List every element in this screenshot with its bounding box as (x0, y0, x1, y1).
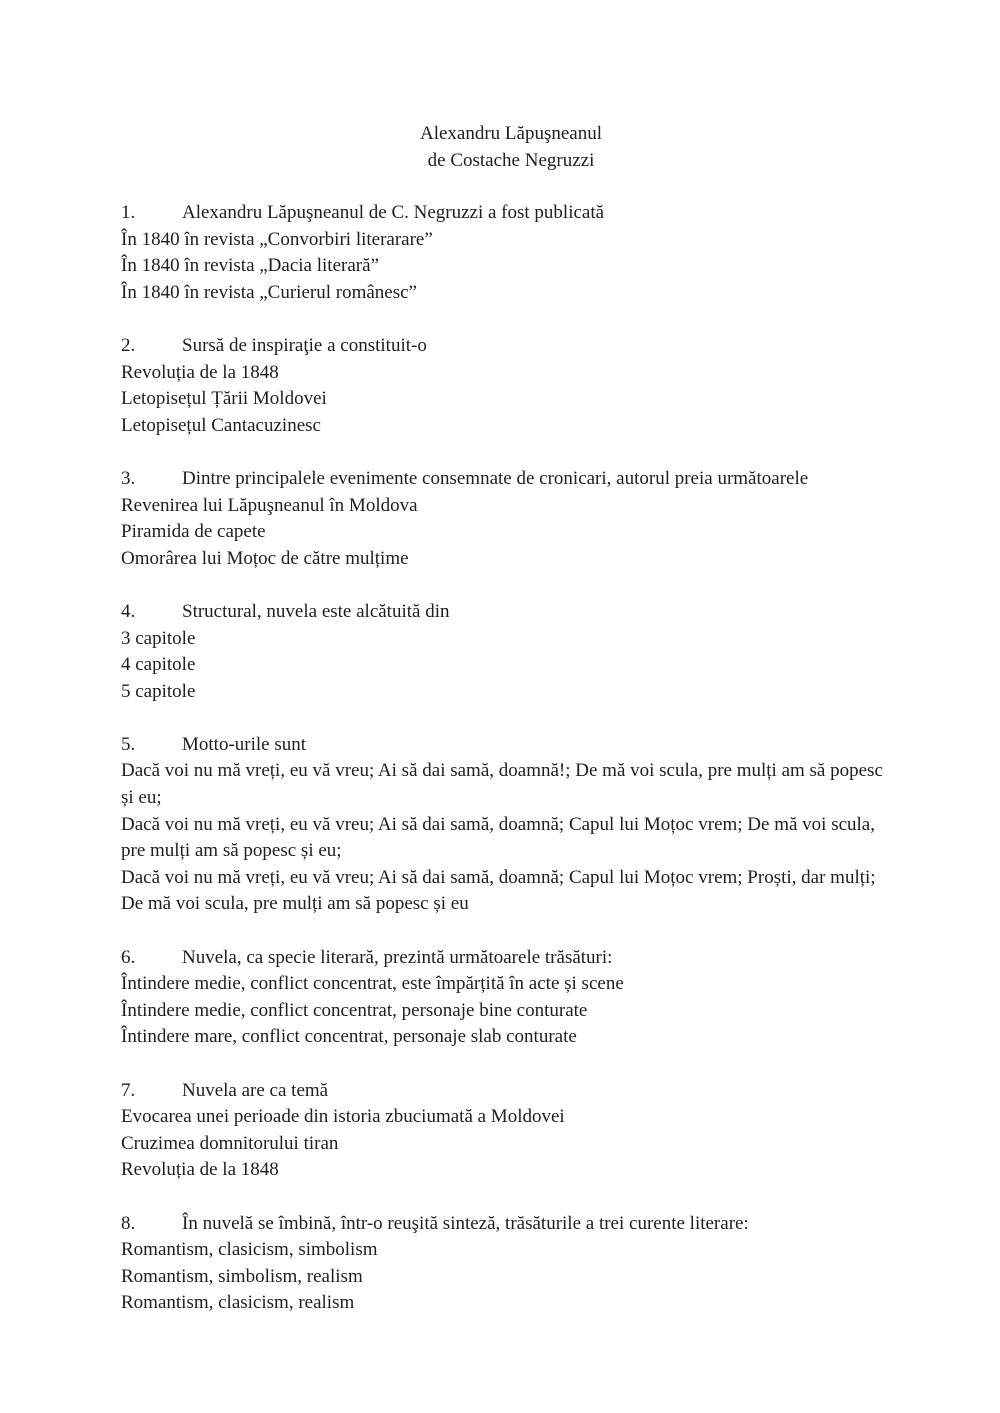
question-2 (121, 333, 891, 439)
question-1 (121, 200, 891, 306)
question-number: 8. (121, 1212, 136, 1234)
document-title: Alexandru Lăpuşneanul (419, 123, 603, 144)
answer-option[interactable]: Evocarea unei perioade din istoria zbuciumată a Moldovei (121, 1106, 565, 1128)
question-prompt (121, 599, 891, 626)
answer-option[interactable]: Romantism, clasicism, realism (121, 1292, 355, 1314)
answer-option[interactable]: Întindere medie, conflict concentrat, este împărțită în acte și scene (121, 973, 624, 995)
question-prompt (121, 333, 891, 360)
answer-option[interactable]: Omorârea lui Moțoc de către mulțime (121, 547, 409, 569)
question-text: Structural, nuvela este alcătuită din (182, 600, 450, 622)
answer-option[interactable]: Întindere mare, conflict concentrat, personaje slab conturate (121, 1026, 577, 1048)
question-text: În nuvelă se îmbină, într-o reuşită sinteză, trăsăturile a trei curente literare: (182, 1212, 749, 1234)
question-number: 3. (121, 467, 136, 489)
title-block (0, 120, 1000, 174)
answer-option[interactable]: Romantism, clasicism, simbolism (121, 1239, 378, 1261)
question-text: Motto-urile sunt (182, 733, 307, 755)
question-8 (121, 1211, 891, 1317)
question-prompt (121, 1078, 891, 1105)
answer-option[interactable]: 3 capitole (121, 627, 196, 649)
question-5 (121, 732, 891, 918)
answer-option[interactable]: Letopisețul Țării Moldovei (121, 388, 327, 410)
question-number: 7. (121, 1079, 136, 1101)
question-prompt (121, 200, 891, 227)
question-prompt (121, 945, 891, 972)
question-text: Nuvela, ca specie literară, prezintă următoarele trăsături: (182, 946, 613, 968)
question-prompt (121, 466, 891, 493)
answer-option[interactable]: Dacă voi nu mă vreți, eu vă vreu; Ai să dai samă, doamnă; Capul lui Moțoc vrem; Proști, dar mulți; De mă voi scula, pre mulți am să popesc și eu (121, 866, 876, 915)
question-number: 5. (121, 733, 136, 755)
answer-option[interactable]: 4 capitole (121, 654, 196, 676)
answer-option[interactable]: În 1840 în revista „Curierul românesc” (121, 281, 417, 303)
question-prompt (121, 1211, 891, 1238)
question-text: Sursă de inspiraţie a constituit-o (182, 334, 427, 356)
answer-option[interactable]: Revenirea lui Lăpuşneanul în Moldova (121, 494, 418, 516)
answer-option[interactable]: Revoluția de la 1848 (121, 1159, 279, 1181)
question-text: Nuvela are ca temă (182, 1079, 329, 1101)
question-7 (121, 1078, 891, 1184)
question-text: Alexandru Lăpuşneanul de C. Negruzzi a fost publicată (182, 202, 605, 223)
question-number: 6. (121, 946, 136, 968)
answer-option[interactable]: În 1840 în revista „Convorbiri literarare” (121, 228, 433, 250)
question-3 (121, 466, 891, 572)
question-number: 2. (121, 334, 136, 356)
answer-option[interactable]: Piramida de capete (121, 521, 266, 543)
question-number: 1. (121, 202, 136, 223)
answer-option[interactable]: Dacă voi nu mă vreți, eu vă vreu; Ai să dai samă, doamnă; Capul lui Moțoc vrem; De mă voi scula, pre mulți am să popesc și eu; (121, 813, 875, 862)
document-subtitle: de Costache Negruzzi (427, 150, 595, 171)
answer-option[interactable]: În 1840 în revista „Dacia literară” (121, 255, 379, 277)
question-text: Dintre principalele evenimente consemnate de cronicari, autorul preia următoarele (182, 467, 809, 489)
answer-option[interactable]: 5 capitole (121, 680, 196, 702)
question-4 (121, 599, 891, 705)
question-6 (121, 945, 891, 1051)
question-prompt (121, 732, 891, 759)
question-number: 4. (121, 600, 136, 622)
answer-option[interactable]: Letopisețul Cantacuzinesc (121, 414, 321, 436)
answer-option[interactable]: Cruzimea domnitorului tiran (121, 1132, 339, 1154)
answer-option[interactable]: Revoluția de la 1848 (121, 361, 279, 383)
answer-option[interactable]: Dacă voi nu mă vreți, eu vă vreu; Ai să dai samă, doamnă!; De mă voi scula, pre mulți am să popesc și eu; (121, 760, 883, 809)
answer-option[interactable]: Romantism, simbolism, realism (121, 1265, 363, 1287)
question-list (121, 200, 891, 1344)
answer-option[interactable]: Întindere medie, conflict concentrat, personaje bine conturate (121, 999, 588, 1021)
